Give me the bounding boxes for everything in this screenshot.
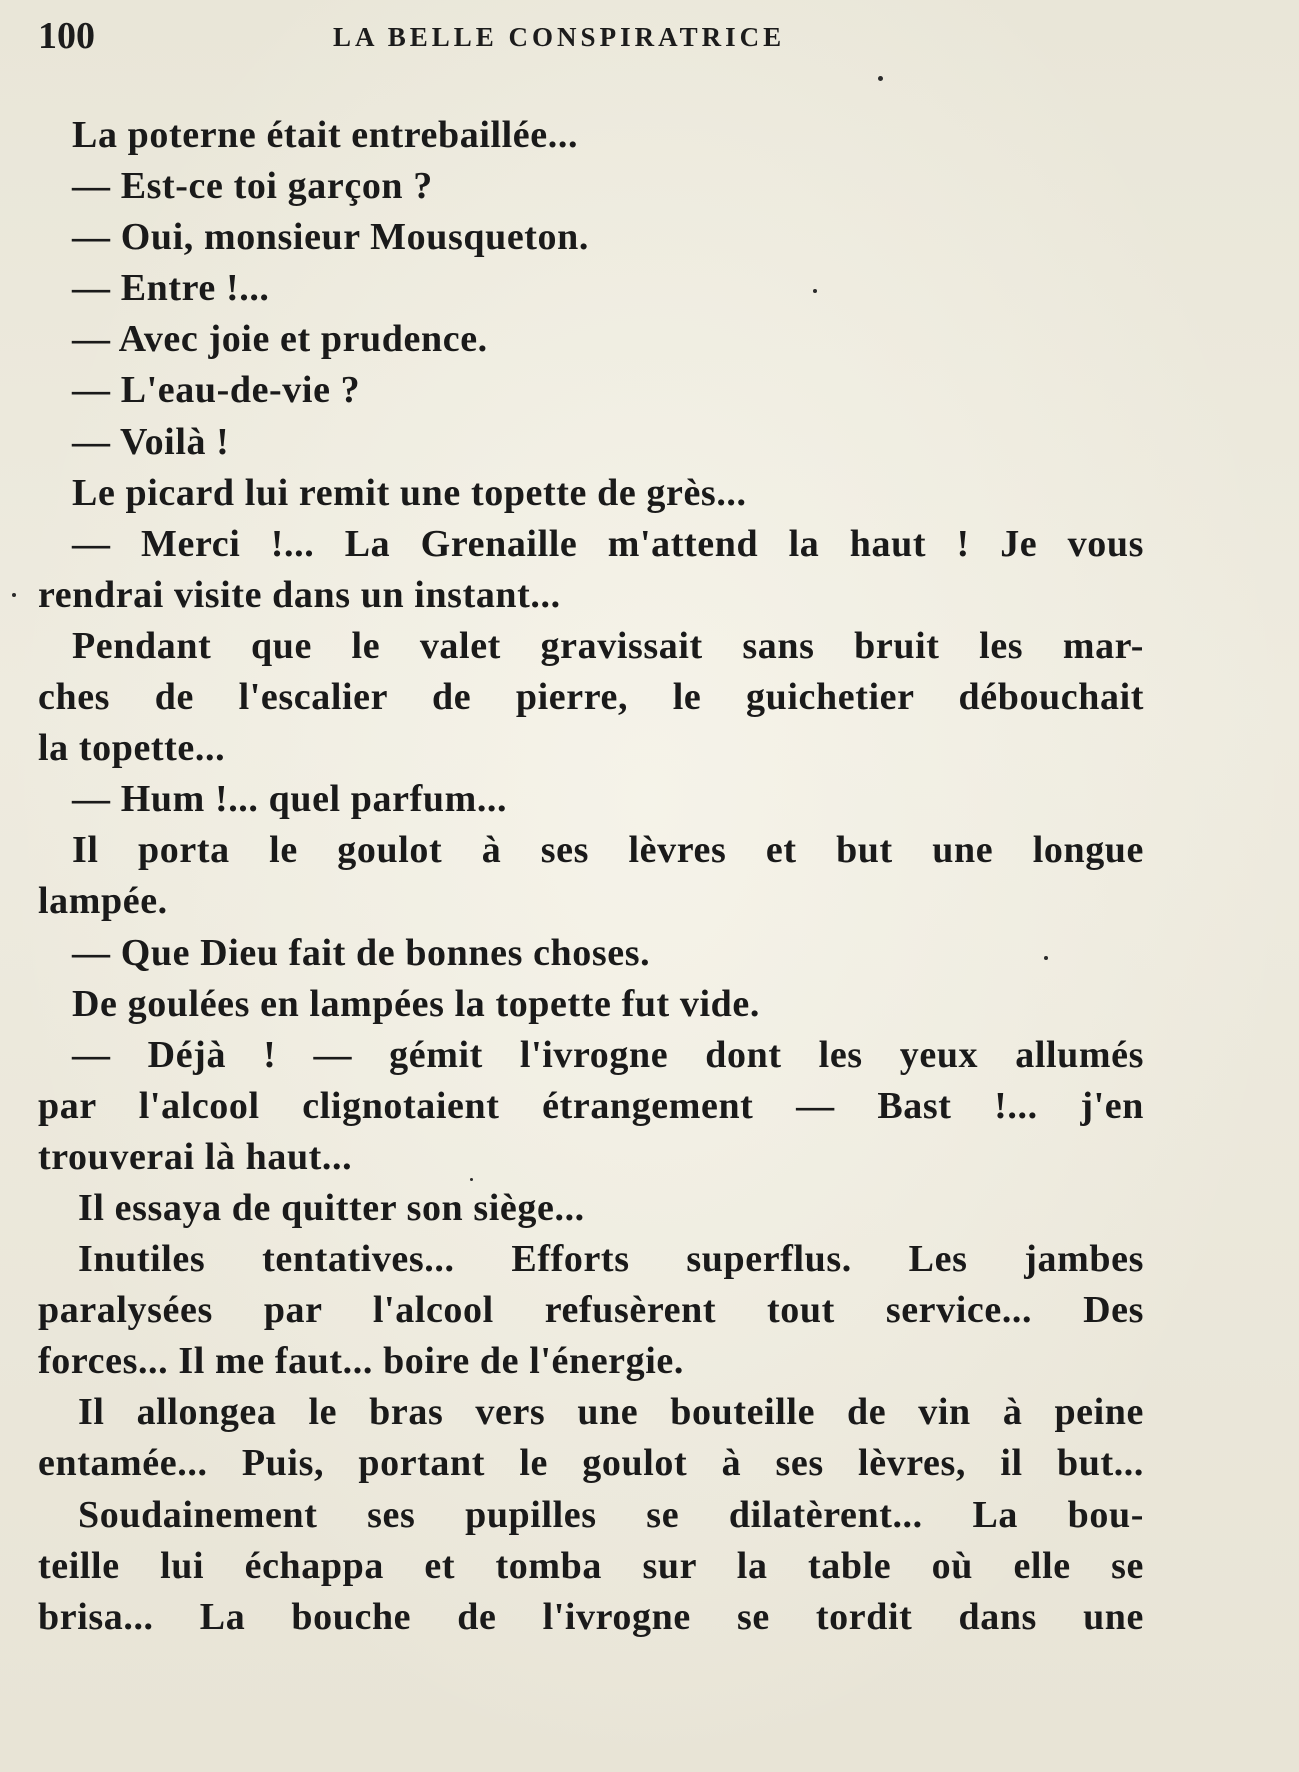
text-line: par l'alcool clignotaient étrangement — Bast !... j'en [38,1084,1144,1127]
text-line: — Avec joie et prudence. [72,318,488,361]
text-line: — Est-ce toi garçon ? [72,165,433,208]
text-line: Il porta le goulot à ses lèvres et but une longue [72,829,1144,872]
text-line: forces... Il me faut... boire de l'énergie. [38,1340,684,1383]
text-line: — Déjà ! — gémit l'ivrogne dont les yeux allumés [72,1033,1144,1076]
text-line: la topette... [38,727,226,770]
text-line: Inutiles tentatives... Efforts superflus. Les jambes [78,1238,1144,1281]
paper-speck [878,76,883,81]
text-line: — Voilà ! [72,420,230,463]
text-line: ches de l'escalier de pierre, le guichetier débouchait [38,676,1144,719]
text-line: teille lui échappa et tomba sur la table où elle se [38,1544,1144,1587]
text-line: — Que Dieu fait de bonnes choses. [72,931,651,974]
text-line: Il essaya de quitter son siège... [78,1186,585,1229]
paper-speck [12,593,16,597]
text-line: — Entre !... [72,267,270,310]
text-line: rendrai visite dans un instant... [38,573,561,616]
text-line: paralysées par l'alcool refusèrent tout service... Des [38,1289,1144,1332]
body-text [38,110,1144,1643]
text-line: — L'eau-de-vie ? [72,369,361,412]
text-line: Pendant que le valet gravissait sans bruit les mar- [72,624,1144,667]
text-line: Le picard lui remit une topette de grès... [72,471,747,514]
page-number: 100 [38,15,95,57]
text-line: — Merci !... La Grenaille m'attend la haut ! Je vous [72,522,1144,565]
text-line: brisa... La bouche de l'ivrogne se tordit dans une [38,1595,1144,1638]
text-line: Soudainement ses pupilles se dilatèrent... La bou- [78,1493,1144,1536]
running-head [38,14,1168,64]
text-line: lampée. [38,880,168,923]
text-line: Il allongea le bras vers une bouteille de vin à peine [78,1391,1144,1434]
text-line: De goulées en lampées la topette fut vide. [72,982,760,1025]
paper-speck [470,1178,473,1181]
running-title: LA BELLE CONSPIRATRICE [333,22,786,52]
text-line: entamée... Puis, portant le goulot à ses lèvres, il but... [38,1442,1144,1485]
text-line: La poterne était entrebaillée... [72,114,579,156]
paper-speck [1044,956,1048,960]
text-line: — Oui, monsieur Mousqueton. [72,216,589,259]
text-line: trouverai là haut... [38,1135,353,1178]
paper-speck [813,289,817,293]
text-line: — Hum !... quel parfum... [72,778,508,821]
